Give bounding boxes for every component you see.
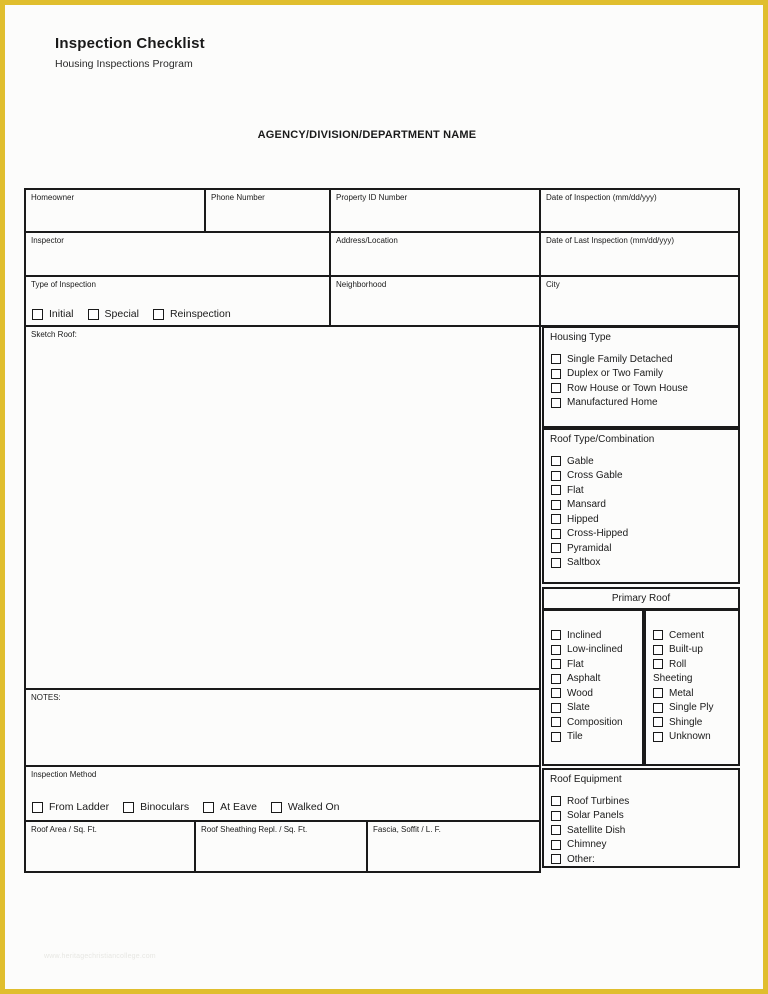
tile-label: Tile <box>567 731 583 743</box>
satellite-dish-label: Satellite Dish <box>567 824 626 836</box>
initial-label: Initial <box>49 308 74 320</box>
slate-label: Slate <box>567 702 590 714</box>
slate-checkbox[interactable] <box>551 703 561 713</box>
sheeting-label: Sheeting <box>653 673 693 685</box>
roof-turbines-checkbox[interactable] <box>551 796 561 806</box>
city-label: City <box>546 280 560 289</box>
option-row <box>551 657 642 672</box>
type-of-inspection-field <box>24 275 331 327</box>
other-label: Other: <box>567 853 595 865</box>
single-family-detached-label: Single Family Detached <box>567 353 673 365</box>
option-row <box>653 715 738 730</box>
option-row <box>551 672 642 687</box>
option-row <box>551 715 642 730</box>
inclined-checkbox[interactable] <box>551 630 561 640</box>
reinspection-label: Reinspection <box>169 308 231 320</box>
shingle-label: Shingle <box>669 716 703 728</box>
binoculars-checkbox[interactable] <box>123 802 134 813</box>
cross-hipped-checkbox[interactable] <box>551 529 561 539</box>
address-location-field[interactable] <box>329 231 541 277</box>
roof-turbines-label: Roof Turbines <box>567 795 630 807</box>
primary-roof-right-options <box>646 628 738 744</box>
manufactured-home-label: Manufactured Home <box>567 397 658 409</box>
option-row <box>551 381 738 396</box>
homeowner-field[interactable] <box>24 188 206 233</box>
option-row <box>153 308 231 320</box>
sketch-roof-area[interactable] <box>24 325 541 690</box>
primary-roof-title: Primary Roof <box>611 593 671 604</box>
inspection-method-field <box>24 765 541 822</box>
option-row <box>551 838 738 853</box>
gable-label: Gable <box>567 455 594 467</box>
option-row <box>653 657 738 672</box>
at-eave-label: At Eave <box>220 801 257 813</box>
roll-label: Roll <box>669 658 687 670</box>
watermark-text: www.heritagechristiancollege.com <box>44 953 156 960</box>
composition-checkbox[interactable] <box>551 717 561 727</box>
housing-type-options <box>544 352 738 410</box>
special-checkbox[interactable] <box>88 309 99 320</box>
other-checkbox[interactable] <box>551 854 561 864</box>
city-field[interactable] <box>539 275 740 327</box>
roof-equipment-title: Roof Equipment <box>550 774 622 785</box>
saltbox-checkbox[interactable] <box>551 558 561 568</box>
option-row <box>653 686 738 701</box>
form-table <box>24 188 740 873</box>
date-last-inspection-label: Date of Last Inspection (mm/dd/yyy) <box>546 236 675 245</box>
at-eave-checkbox[interactable] <box>203 802 214 813</box>
option-row <box>653 672 738 687</box>
roll-checkbox[interactable] <box>653 659 663 669</box>
homeowner-label: Homeowner <box>31 193 75 202</box>
initial-checkbox[interactable] <box>32 309 43 320</box>
type-of-inspection-options <box>32 308 245 320</box>
option-row <box>551 730 642 745</box>
option-row <box>551 541 738 556</box>
wood-label: Wood <box>567 687 593 699</box>
unknown-checkbox[interactable] <box>653 732 663 742</box>
agency-heading: AGENCY/DIVISION/DEPARTMENT NAME <box>257 129 477 141</box>
mansard-checkbox[interactable] <box>551 500 561 510</box>
housing-type-section <box>542 326 740 428</box>
built-up-label: Built-up <box>669 644 703 656</box>
option-row <box>551 469 738 484</box>
built-up-checkbox[interactable] <box>653 645 663 655</box>
inspector-label: Inspector <box>31 236 64 245</box>
walked-on-label: Walked On <box>287 801 340 813</box>
option-row <box>551 527 738 542</box>
low-inclined-label: Low-inclined <box>567 644 623 656</box>
gable-checkbox[interactable] <box>551 456 561 466</box>
flat-primary-checkbox[interactable] <box>551 659 561 669</box>
roof-type-title: Roof Type/Combination <box>550 434 655 445</box>
inspection-method-label: Inspection Method <box>31 770 97 779</box>
inspector-field[interactable] <box>24 231 331 277</box>
pyramidal-label: Pyramidal <box>567 542 612 554</box>
solar-panels-label: Solar Panels <box>567 810 624 822</box>
option-row <box>653 730 738 745</box>
type-of-inspection-label: Type of Inspection <box>31 280 96 289</box>
option-row <box>271 801 340 813</box>
single-ply-label: Single Ply <box>669 702 714 714</box>
option-row <box>653 628 738 643</box>
notes-area[interactable] <box>24 688 541 767</box>
property-id-label: Property ID Number <box>336 193 408 202</box>
flat-roof-label: Flat <box>567 484 584 496</box>
housing-type-title: Housing Type <box>550 332 611 343</box>
roof-equipment-options <box>544 794 738 867</box>
fascia-soffit-label: Fascia, Soffit / L. F. <box>373 825 441 834</box>
roof-sheathing-label: Roof Sheathing Repl. / Sq. Ft. <box>201 825 308 834</box>
page-title: Inspection Checklist <box>55 35 205 52</box>
roof-area-label: Roof Area / Sq. Ft. <box>31 825 97 834</box>
manufactured-home-checkbox[interactable] <box>551 398 561 408</box>
reinspection-checkbox[interactable] <box>153 309 164 320</box>
cross-gable-checkbox[interactable] <box>551 471 561 481</box>
date-last-inspection-field[interactable] <box>539 231 740 277</box>
primary-roof-left-options <box>544 628 642 744</box>
option-row <box>551 454 738 469</box>
roof-type-options <box>544 454 738 570</box>
option-row <box>653 701 738 716</box>
option-row <box>551 367 738 382</box>
cross-hipped-label: Cross-Hipped <box>567 528 629 540</box>
asphalt-label: Asphalt <box>567 673 601 685</box>
shingle-checkbox[interactable] <box>653 717 663 727</box>
option-row <box>551 556 738 571</box>
inspection-method-options <box>32 801 353 813</box>
option-row <box>551 643 642 658</box>
option-row <box>88 308 139 320</box>
composition-label: Composition <box>567 716 623 728</box>
from-ladder-checkbox[interactable] <box>32 802 43 813</box>
unknown-label: Unknown <box>669 731 711 743</box>
cement-checkbox[interactable] <box>653 630 663 640</box>
option-row <box>551 352 738 367</box>
phone-number-label: Phone Number <box>211 193 265 202</box>
duplex-label: Duplex or Two Family <box>567 368 663 380</box>
fascia-soffit-field[interactable] <box>366 820 541 873</box>
special-label: Special <box>104 308 139 320</box>
solar-panels-checkbox[interactable] <box>551 811 561 821</box>
binoculars-label: Binoculars <box>140 801 190 813</box>
option-row <box>32 308 74 320</box>
option-row <box>551 823 738 838</box>
hipped-checkbox[interactable] <box>551 514 561 524</box>
option-row <box>551 686 642 701</box>
inclined-label: Inclined <box>567 629 602 641</box>
page-subtitle: Housing Inspections Program <box>55 58 193 70</box>
primary-roof-header <box>542 587 740 610</box>
roof-sheathing-field[interactable] <box>194 820 368 873</box>
option-row <box>203 801 257 813</box>
option-row <box>551 794 738 809</box>
single-ply-checkbox[interactable] <box>653 703 663 713</box>
flat-primary-label: Flat <box>567 658 584 670</box>
property-id-field[interactable] <box>329 188 541 233</box>
mansard-label: Mansard <box>567 499 606 511</box>
option-row <box>551 512 738 527</box>
flat-roof-checkbox[interactable] <box>551 485 561 495</box>
date-of-inspection-field[interactable] <box>539 188 740 233</box>
low-inclined-checkbox[interactable] <box>551 645 561 655</box>
roof-type-section <box>542 428 740 584</box>
wood-checkbox[interactable] <box>551 688 561 698</box>
option-row <box>551 396 738 411</box>
option-row <box>551 809 738 824</box>
option-row <box>551 852 738 867</box>
option-row <box>123 801 189 813</box>
pyramidal-checkbox[interactable] <box>551 543 561 553</box>
metal-label: Metal <box>669 687 694 699</box>
chimney-label: Chimney <box>567 839 607 851</box>
option-row <box>653 643 738 658</box>
tile-checkbox[interactable] <box>551 732 561 742</box>
neighborhood-field[interactable] <box>329 275 541 327</box>
notes-label: NOTES: <box>31 693 61 702</box>
cross-gable-label: Cross Gable <box>567 470 623 482</box>
duplex-checkbox[interactable] <box>551 369 561 379</box>
date-of-inspection-label: Date of Inspection (mm/dd/yyy) <box>546 193 657 202</box>
from-ladder-label: From Ladder <box>49 801 110 813</box>
row-house-label: Row House or Town House <box>567 382 688 394</box>
satellite-dish-checkbox[interactable] <box>551 825 561 835</box>
option-row <box>32 801 109 813</box>
option-row <box>551 498 738 513</box>
roof-equipment-section <box>542 768 740 868</box>
metal-checkbox[interactable] <box>653 688 663 698</box>
option-row <box>551 628 642 643</box>
chimney-checkbox[interactable] <box>551 840 561 850</box>
hipped-label: Hipped <box>567 513 599 525</box>
cement-label: Cement <box>669 629 705 641</box>
roof-area-field[interactable] <box>24 820 196 873</box>
asphalt-checkbox[interactable] <box>551 674 561 684</box>
row-house-checkbox[interactable] <box>551 383 561 393</box>
walked-on-checkbox[interactable] <box>271 802 282 813</box>
address-location-label: Address/Location <box>336 236 398 245</box>
option-row <box>551 701 642 716</box>
neighborhood-label: Neighborhood <box>336 280 387 289</box>
single-family-detached-checkbox[interactable] <box>551 354 561 364</box>
phone-number-field[interactable] <box>204 188 331 233</box>
option-row <box>551 483 738 498</box>
saltbox-label: Saltbox <box>567 557 601 569</box>
primary-roof-right-column <box>644 609 740 766</box>
sketch-roof-label: Sketch Roof: <box>31 330 77 339</box>
primary-roof-left-column <box>542 609 644 766</box>
